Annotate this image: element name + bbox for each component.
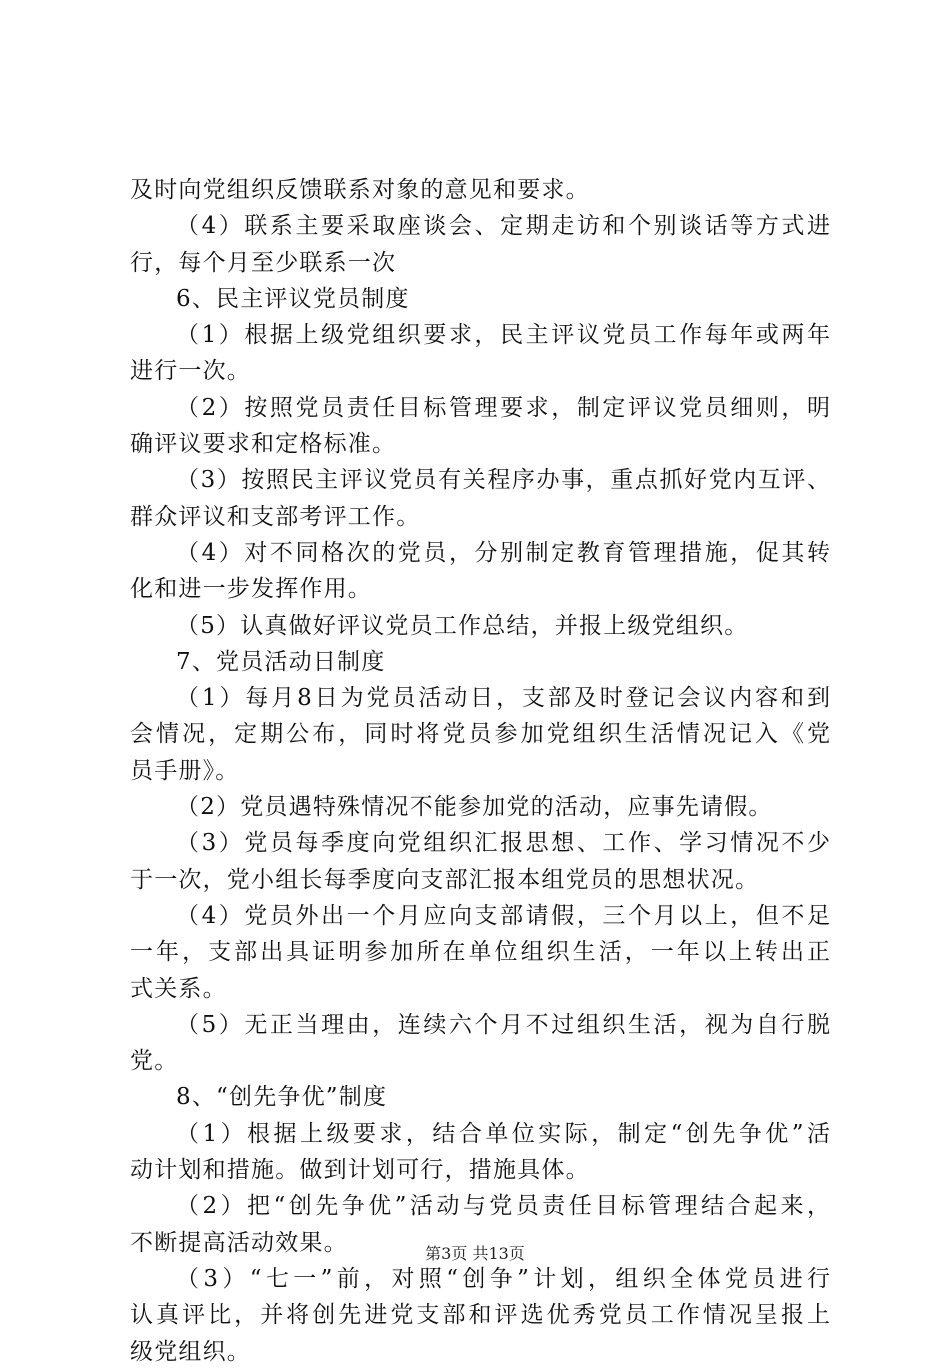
text-line: 认真评比，并将创先进党支部和评选优秀党员工作情况呈报上 bbox=[130, 1302, 830, 1329]
text-line: （2）把“创先争优”活动与党员责任目标管理结合起来， bbox=[176, 1193, 830, 1220]
text-line: 进行一次。 bbox=[130, 358, 251, 385]
text-line: （2）按照党员责任目标管理要求，制定评议党员细则，明 bbox=[176, 394, 830, 421]
text-line: 式关系。 bbox=[130, 975, 227, 1002]
text-line: 不断提高活动效果。 bbox=[130, 1229, 348, 1256]
text-line: （2）党员遇特殊情况不能参加党的活动，应事先请假。 bbox=[176, 794, 773, 821]
text-line: 动计划和措施。做到计划可行，措施具体。 bbox=[130, 1157, 590, 1184]
section-heading: 7、党员活动日制度 bbox=[176, 648, 386, 675]
text-line: （3）“七一”前，对照“创争”计划，组织全体党员进行 bbox=[176, 1265, 830, 1292]
text-line: 党。 bbox=[130, 1048, 179, 1075]
text-line: 级党组织。 bbox=[130, 1338, 251, 1365]
text-line: （3）党员每季度向党组织汇报思想、工作、学习情况不少 bbox=[176, 830, 830, 857]
document-body bbox=[130, 172, 830, 1370]
text-line: 员手册》。 bbox=[130, 757, 240, 784]
text-line: 一年，支部出具证明参加所在单位组织生活，一年以上转出正 bbox=[130, 939, 830, 966]
page-footer: 第3页 共13页 bbox=[425, 1244, 525, 1263]
text-line: 行，每个月至少联系一次 bbox=[130, 249, 397, 276]
text-line: 及时向党组织反馈联系对象的意见和要求。 bbox=[130, 177, 590, 203]
section-heading: 8、“创先争优”制度 bbox=[176, 1084, 388, 1111]
section-heading: 6、民主评议党员制度 bbox=[176, 285, 410, 312]
text-line: 于一次，党小组长每季度向支部汇报本组党员的思想状况。 bbox=[130, 866, 760, 893]
text-line: （4）对不同格次的党员，分别制定教育管理措施，促其转 bbox=[176, 539, 830, 566]
text-line: （1）根据上级要求，结合单位实际，制定“创先争优”活 bbox=[176, 1120, 830, 1147]
text-line: 会情况，定期公布，同时将党员参加党组织生活情况记入《党 bbox=[130, 721, 830, 748]
text-line: 确评议要求和定格标准。 bbox=[130, 431, 397, 458]
text-line: （5）无正当理由，连续六个月不过组织生活，视为自行脱 bbox=[176, 1011, 830, 1038]
text-line: （5）认真做好评议党员工作总结，并报上级党组织。 bbox=[176, 612, 749, 639]
text-line: 化和进一步发挥作用。 bbox=[130, 576, 372, 603]
text-line: （1）每月8日为党员活动日，支部及时登记会议内容和到 bbox=[176, 685, 830, 712]
text-line: （1）根据上级党组织要求，民主评议党员工作每年或两年 bbox=[176, 322, 830, 349]
text-line: （3）按照民主评议党员有关程序办事，重点抓好党内互评、 bbox=[176, 467, 830, 494]
text-line: （4）联系主要采取座谈会、定期走访和个别谈话等方式进 bbox=[176, 213, 830, 240]
text-line: （4）党员外出一个月应向支部请假，三个月以上，但不足 bbox=[176, 902, 830, 929]
text-line: 群众评议和支部考评工作。 bbox=[130, 503, 421, 530]
